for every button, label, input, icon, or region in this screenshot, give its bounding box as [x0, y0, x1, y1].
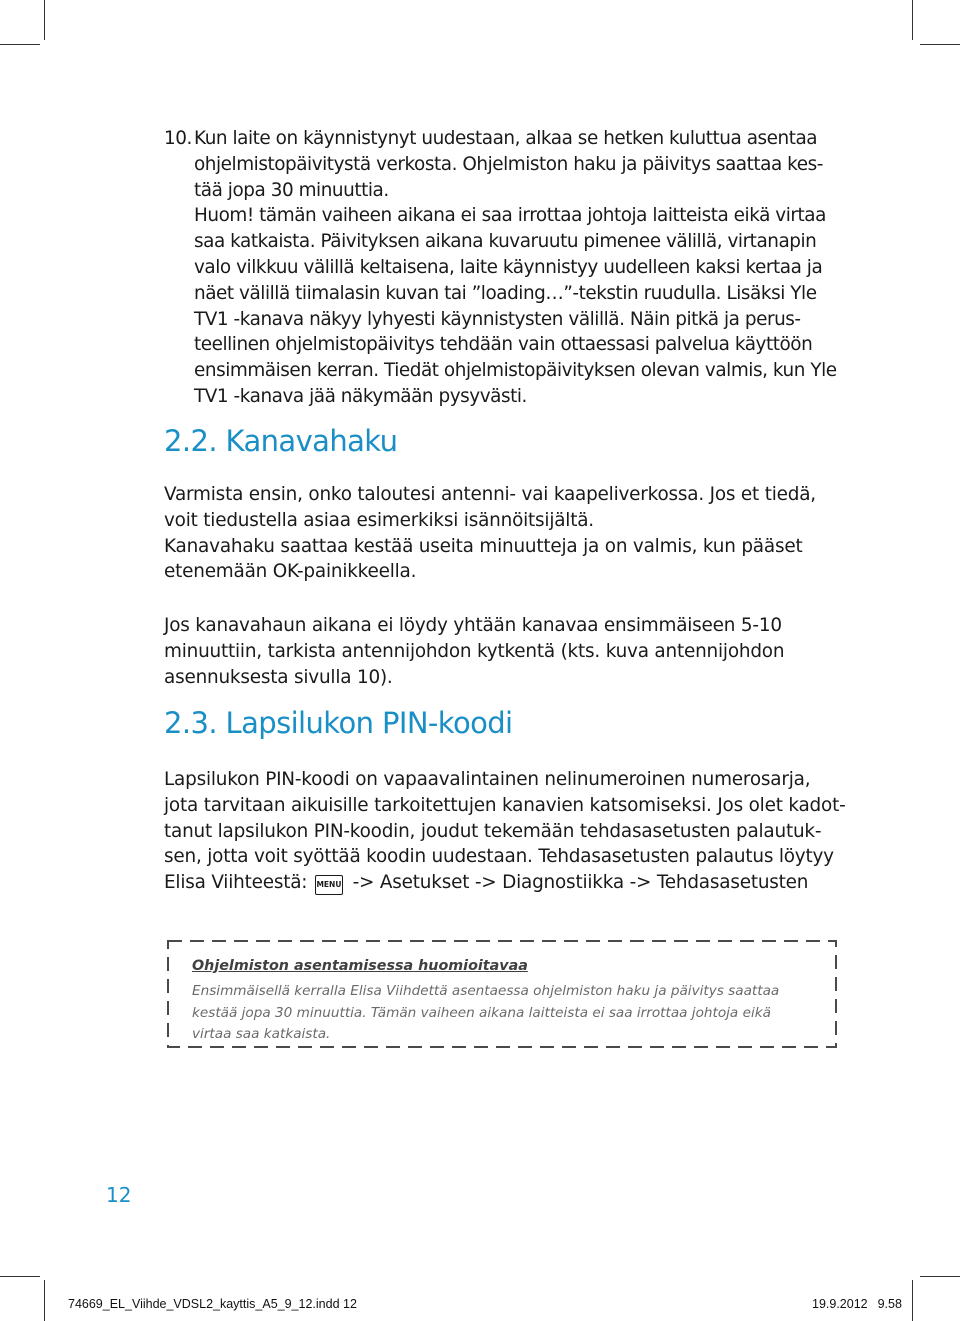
section-heading-kanavahaku: 2.2. Kanavahaku: [164, 424, 398, 458]
slug-time: 9.58: [877, 1297, 902, 1311]
slug-datetime: [812, 1297, 902, 1311]
item-number: 10.: [164, 128, 192, 149]
text-line: asennuksesta sivulla 10).: [164, 666, 393, 688]
path-prefix: Elisa Viihteestä:: [164, 872, 308, 894]
menu-key-icon: MENU: [315, 875, 343, 895]
text-line: etenemään OK-painikkeella.: [164, 561, 417, 583]
text-line: voit tiedustella asiaa esimerkiksi isännöitsijältä.: [164, 509, 594, 531]
kanavahaku-paragraph-2: [164, 613, 844, 690]
text-line: teellinen ohjelmistopäivitys tehdään vain ottaessasi palvelua käyttöön: [194, 334, 813, 356]
text-line: sen, jotta voit syöttää koodin uudestaan. Tehdasasetusten palautus löytyy: [164, 846, 834, 868]
slug-filename: 74669_EL_Viihde_VDSL2_kayttis_A5_9_12.indd 12: [68, 1297, 357, 1311]
crop-mark: [44, 1280, 45, 1321]
text-line: ensimmäisen kerran. Tiedät ohjelmistopäivityksen olevan valmis, kun Yle: [194, 360, 837, 382]
crop-mark: [912, 0, 913, 40]
slug-date: 19.9.2012: [812, 1297, 868, 1311]
note-line: Ensimmäisellä kerralla Elisa Viihdettä asentaessa ohjelmiston haku ja päivitys saattaa: [192, 983, 780, 999]
text-line: valo vilkkuu välillä keltaisena, laite käynnistyy uudelleen kaksi kertaa ja: [194, 256, 823, 278]
text-line: Varmista ensin, onko taloutesi antenni- vai kaapeliverkossa. Jos et tiedä,: [164, 484, 816, 505]
note-line: kestää jopa 30 minuuttia. Tämän vaiheen aikana laitteista ei saa irrottaa johtoja eikä: [192, 1004, 771, 1021]
text-line: minuuttiin, tarkista antennijohdon kytkentä (kts. kuva antennijohdon: [164, 640, 785, 662]
crop-mark: [912, 1280, 913, 1321]
lapsilukko-paragraph: [164, 767, 844, 896]
text-line: Kun laite on käynnistynyt uudestaan, alkaa se hetken kuluttua asentaa: [194, 128, 818, 149]
text-line: ohjelmistopäivitystä verkosta. Ohjelmiston haku ja päivitys saattaa kes-: [194, 153, 823, 175]
crop-mark: [920, 1276, 960, 1277]
text-line: tanut lapsilukon PIN-koodin, joudut tekemään tehdasasetusten palautuk-: [164, 820, 822, 842]
text-line: Huom! tämän vaiheen aikana ei saa irrottaa johtoja laitteista eikä virtaa: [194, 205, 826, 227]
crop-mark: [920, 44, 960, 45]
crop-mark: [44, 0, 45, 40]
section-heading-lapsilukko: 2.3. Lapsilukon PIN-koodi: [164, 706, 513, 740]
text-line: saa katkaista. Päivityksen aikana kuvaruutu pimenee välillä, virtanapin: [194, 231, 817, 253]
text-line: Jos kanavahaun aikana ei löydy yhtään kanavaa ensimmäiseen 5-10: [164, 615, 782, 636]
crop-mark: [0, 1276, 40, 1277]
text-line: Kanavahaku saattaa kestää useita minuutteja ja on valmis, kun pääset: [164, 535, 803, 557]
numbered-item-10: [164, 126, 844, 410]
note-box: [167, 940, 837, 1048]
page-number: 12: [106, 1183, 132, 1207]
crop-mark: [0, 44, 40, 45]
text-line: Lapsilukon PIN-koodi on vapaavalintainen nelinumeroinen numerosarja,: [164, 769, 811, 790]
menu-path-line: [164, 870, 844, 896]
path-suffix: -> Asetukset -> Diagnostiikka -> Tehdasasetusten: [352, 872, 809, 894]
text-line: tää jopa 30 minuuttia.: [194, 179, 389, 201]
text-line: näet välillä tiimalasin kuvan tai ”loading…”-tekstin ruudulla. Lisäksi Yle: [194, 282, 817, 304]
note-title: Ohjelmiston asentamisessa huomioitavaa: [192, 958, 528, 974]
text-line: jota tarvitaan aikuisille tarkoitettujen kanavien katsomiseksi. Jos olet kadot-: [164, 794, 846, 816]
note-body: [192, 981, 832, 1046]
text-line: TV1 -kanava näkyy lyhyesti käynnistysten välillä. Näin pitkä ja perus-: [194, 308, 801, 330]
item-text: [194, 126, 844, 410]
note-line: virtaa saa katkaista.: [192, 1026, 331, 1042]
text-line: TV1 -kanava jää näkymään pysyvästi.: [194, 385, 527, 407]
kanavahaku-paragraph-1: [164, 482, 844, 585]
